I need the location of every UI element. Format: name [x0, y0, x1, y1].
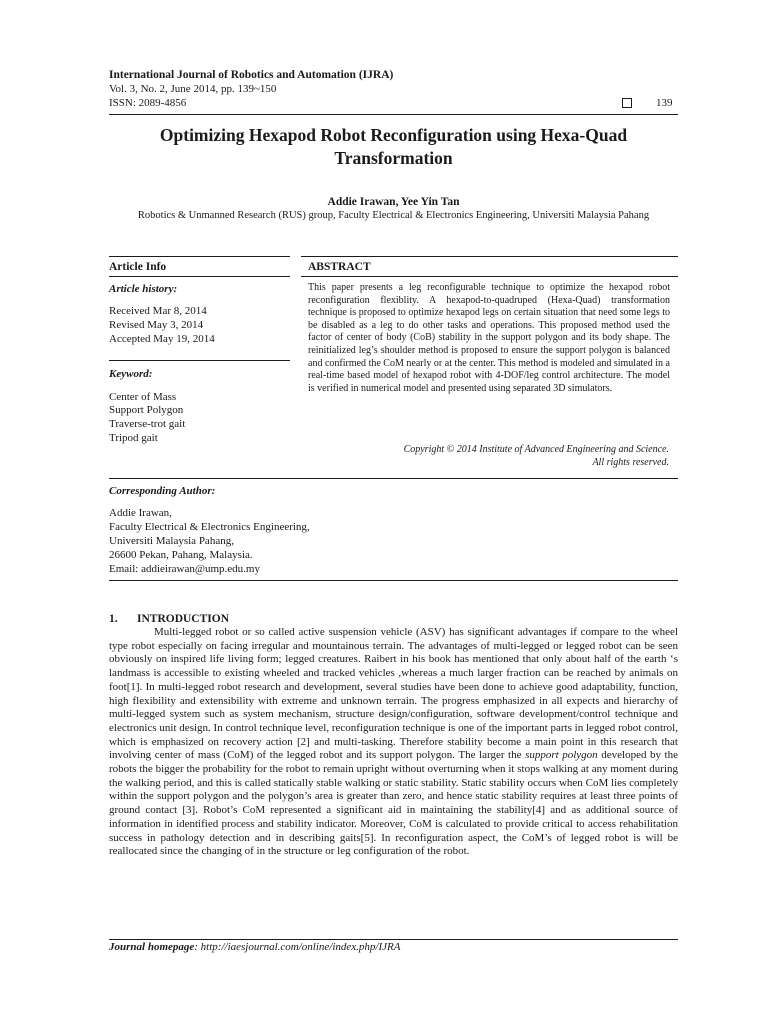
affiliation: Robotics & Unmanned Research (RUS) group, Faculty Electrical & Electronics Engineering, Universiti Malaysia Pahang	[137, 210, 650, 221]
title-line-2: Transformation	[334, 148, 453, 168]
corresponding-faculty: Faculty Electrical & Electronics Engineering,	[109, 521, 310, 533]
corresponding-top-rule	[109, 478, 678, 479]
homepage-label: Journal homepage	[109, 941, 195, 953]
journal-name: International Journal of Robotics and Automation (IJRA)	[109, 69, 394, 81]
abstract-body: This paper presents a leg reconfigurable technique to optimize the hexapod robot reconfiguration flexiblity. A hexapod-to-quadruped (Hexa-Quad) transformation technique is proposed to optimize hexapod legs on certain situation that need some legs to be disabled as a leg to do other tasks and operations. This proposed method used the factor of center of body (CoB) stability in the support polygon and its body shape. The reinitialized leg’s shoulder method is proposed to ensure the support polygon is balanced and confirmed the CoM nearly or at the center. This method is modeled and simulated in a real-time based model of hexapod robot with 4-DOF/leg control architecture. The model is verified in numerical model and presented using separated 3D simulators.	[308, 282, 670, 394]
intro-text-part-1: Multi-legged robot or so called active suspension vehicle (ASV) has significant advantages if compare to the wheel type robot especially on facing irregular and mountainous terrain. The advantages of multi-legged or legged robot can be seen obviously on inspired life living form; legged creatures. Raibert in his book has mentioned that only about half of the earth ‘s landmass is accessible to existing wheeled and tracked vehicles ,whereas a much larger fraction can be reached by animals on foot[1]. In multi-legged robot research and development, several studies have been done to achieve good adaptability, function, high flexibility and extensibility with extreme and unknown terrain. The progress emphasized in all expects and hierarchy of multi-legged system such as system mechanism, structure design/configuration, software development/control technique and electronics unit design. In control technique level, reconfiguration technique is one of the important parts in legged robot control, which is emphasized on recovery action [2] and multi-tasking. Therefore stability become a main point in this research that involving center of mass (CoM) of the legged robot and its support polygon. The larger the	[109, 626, 678, 762]
keyword-item: Center of Mass	[109, 391, 177, 403]
keyword-item: Support Polygon	[109, 404, 184, 416]
copyright-line-1: Copyright © 2014 Institute of Advanced Engineering and Science.	[403, 444, 669, 455]
revised-date: Revised May 3, 2014	[109, 319, 204, 331]
accepted-date: Accepted May 19, 2014	[109, 333, 215, 345]
abstract-head-rule	[301, 276, 678, 277]
intro-text-part-2: developed by the robots the bigger the probability for the robot to remain upright without overturning when it stops walking at any moment during the walking period, and this is called statically stable walking or static stability. Static stability occurs when CoM lies completely within the support polygon and the polygon’s area is greater than zero, and hence static stability requires at least three points of ground contact [3]. Robot’s CoM represented a significant aid in maintaining the stability[4] and as additional source of information in identified process and stability indicator. Moreover, CoM is calculated to provide critical to access rehabilitation success in pathology detection and in describing gaits[5]. In reconfiguration aspect, the CoM’s of legged robot is will be reallocated since the changing of in the structure or leg configuration of the robot.	[109, 749, 678, 858]
title-line-1: Optimizing Hexapod Robot Reconfiguration using Hexa-Quad	[159, 125, 628, 145]
introduction-body	[109, 626, 678, 859]
volume-line: Vol. 3, No. 2, June 2014, pp. 139~150	[109, 83, 277, 95]
keyword-item: Tripod gait	[109, 432, 158, 444]
copyright-notice	[308, 443, 669, 469]
page-number: 139	[656, 97, 673, 109]
article-info-heading: Article Info	[109, 261, 167, 273]
copyright-line-2: All rights reserved.	[592, 457, 669, 468]
section-number: 1.	[109, 613, 118, 625]
homepage-url: : http://iaesjournal.com/online/index.php/IJRA	[194, 941, 401, 953]
section-title: INTRODUCTION	[137, 613, 230, 625]
keyword-heading: Keyword:	[109, 368, 153, 380]
corresponding-name: Addie Irawan,	[109, 507, 172, 519]
article-info-head-rule	[109, 276, 290, 277]
abstract-heading: ABSTRACT	[308, 261, 371, 273]
corresponding-university: Universiti Malaysia Pahang,	[109, 535, 234, 547]
introduction-heading	[109, 613, 229, 625]
article-history-heading: Article history:	[109, 283, 178, 295]
history-rule	[109, 360, 290, 361]
authors: Addie Irawan, Yee Yin Tan	[327, 196, 460, 208]
header-divider	[109, 114, 678, 115]
corresponding-heading: Corresponding Author:	[109, 485, 216, 497]
issn: ISSN: 2089-4856	[109, 97, 187, 109]
box-icon	[622, 98, 632, 108]
abstract-top-rule	[301, 256, 678, 257]
received-date: Received Mar 8, 2014	[109, 305, 207, 317]
intro-italic-term: support polygon	[525, 749, 598, 762]
corresponding-address: 26600 Pekan, Pahang, Malaysia.	[109, 549, 253, 561]
keyword-item: Traverse-trot gait	[109, 418, 186, 430]
corresponding-email: Email: addieirawan@ump.edu.my	[109, 563, 260, 575]
article-info-top-rule	[109, 256, 290, 257]
paper-title	[109, 124, 678, 170]
corresponding-bottom-rule	[109, 580, 678, 581]
footer-divider	[109, 939, 678, 940]
journal-homepage	[109, 941, 400, 953]
